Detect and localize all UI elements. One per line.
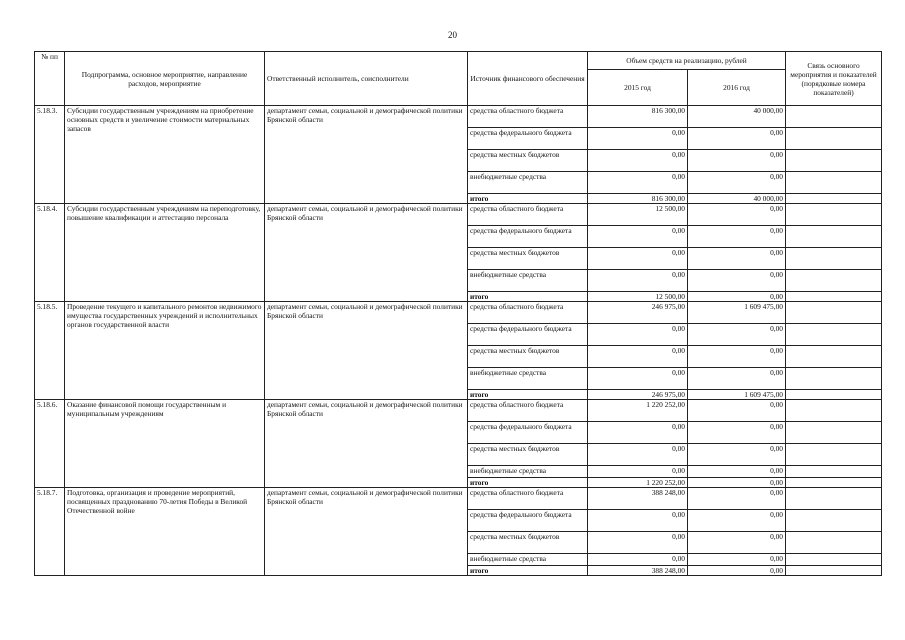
funding-source: средства местных бюджетов <box>468 346 588 368</box>
amount-2016: 40 000,00 <box>688 106 786 128</box>
indicator-link <box>786 302 882 324</box>
item-executor: департамент семьи, социальной и демографической политики Брянской области <box>265 302 468 400</box>
amount-2016: 0,00 <box>688 226 786 248</box>
item-program: Подготовка, организация и проведение мероприятий, посвященных празднованию 70-летия Победы в Великой Отечественной войне <box>65 488 265 576</box>
funding-source: средства областного бюджета <box>468 302 588 324</box>
amount-2016: 0,00 <box>688 510 786 532</box>
indicator-link <box>786 226 882 248</box>
indicator-link <box>786 194 882 204</box>
indicator-link <box>786 422 882 444</box>
item-executor: департамент семьи, социальной и демографической политики Брянской области <box>265 400 468 488</box>
amount-2015: 816 300,00 <box>588 194 688 204</box>
amount-2015: 0,00 <box>588 466 688 478</box>
amount-2016: 0,00 <box>688 204 786 226</box>
funding-source: средства областного бюджета <box>468 488 588 510</box>
funding-source: средства местных бюджетов <box>468 150 588 172</box>
indicator-link <box>786 566 882 576</box>
budget-table <box>34 51 882 576</box>
funding-source: внебюджетные средства <box>468 554 588 566</box>
indicator-link <box>786 368 882 390</box>
funding-source: средства федерального бюджета <box>468 324 588 346</box>
amount-2015: 1 220 252,00 <box>588 478 688 488</box>
item-executor: департамент семьи, социальной и демографической политики Брянской области <box>265 488 468 576</box>
indicator-link <box>786 554 882 566</box>
item-program: Проведение текущего и капитального ремонтов недвижимого имущества государственных учреждений и исполнительных органов государственной власти <box>65 302 265 400</box>
amount-2015: 0,00 <box>588 444 688 466</box>
item-number: 5.18.7. <box>35 488 65 576</box>
amount-2016: 0,00 <box>688 172 786 194</box>
header-link: Связь основного мероприятия и показателей (порядковые номера показателей) <box>786 52 882 106</box>
table-row <box>35 302 882 324</box>
indicator-link <box>786 466 882 478</box>
amount-2015: 0,00 <box>588 346 688 368</box>
indicator-link <box>786 400 882 422</box>
amount-2016: 0,00 <box>688 422 786 444</box>
indicator-link <box>786 478 882 488</box>
amount-2015: 0,00 <box>588 150 688 172</box>
funding-source: итого <box>468 390 588 400</box>
indicator-link <box>786 444 882 466</box>
amount-2016: 0,00 <box>688 324 786 346</box>
table-body <box>35 106 882 576</box>
item-program: Субсидии государственным учреждениям на приобретение основных средств и увеличение стоимости материальных запасов <box>65 106 265 204</box>
funding-source: средства федерального бюджета <box>468 226 588 248</box>
funding-source: итого <box>468 194 588 204</box>
indicator-link <box>786 128 882 150</box>
indicator-link <box>786 390 882 400</box>
header-executor: Ответственный исполнитель, соисполнители <box>265 52 468 106</box>
funding-source: средства областного бюджета <box>468 400 588 422</box>
funding-source: итого <box>468 566 588 576</box>
item-program: Субсидии государственным учреждениям на переподготовку, повышение квалификации и аттестацию персонала <box>65 204 265 302</box>
item-number: 5.18.4. <box>35 204 65 302</box>
amount-2015: 0,00 <box>588 422 688 444</box>
item-program: Оказание финансовой помощи государственным и муниципальным учреждениям <box>65 400 265 488</box>
indicator-link <box>786 488 882 510</box>
item-number: 5.18.5. <box>35 302 65 400</box>
amount-2016: 0,00 <box>688 150 786 172</box>
header-year-2015: 2015 год <box>588 70 688 106</box>
amount-2016: 0,00 <box>688 478 786 488</box>
header-program: Подпрограмма, основное мероприятие, направление расходов, мероприятие <box>65 52 265 106</box>
table-row <box>35 106 882 128</box>
indicator-link <box>786 346 882 368</box>
amount-2015: 0,00 <box>588 368 688 390</box>
indicator-link <box>786 204 882 226</box>
item-executor: департамент семьи, социальной и демографической политики Брянской области <box>265 204 468 302</box>
page-number: 20 <box>448 30 457 40</box>
amount-2016: 0,00 <box>688 128 786 150</box>
amount-2015: 1 220 252,00 <box>588 400 688 422</box>
amount-2015: 12 500,00 <box>588 204 688 226</box>
funding-source: внебюджетные средства <box>468 368 588 390</box>
amount-2016: 0,00 <box>688 270 786 292</box>
table-row <box>35 400 882 422</box>
indicator-link <box>786 150 882 172</box>
amount-2016: 0,00 <box>688 488 786 510</box>
amount-2015: 0,00 <box>588 510 688 532</box>
funding-source: средства местных бюджетов <box>468 444 588 466</box>
amount-2016: 0,00 <box>688 466 786 478</box>
funding-source: средства областного бюджета <box>468 106 588 128</box>
indicator-link <box>786 172 882 194</box>
indicator-link <box>786 270 882 292</box>
item-number: 5.18.6. <box>35 400 65 488</box>
amount-2015: 0,00 <box>588 270 688 292</box>
funding-source: средства местных бюджетов <box>468 532 588 554</box>
amount-2015: 0,00 <box>588 248 688 270</box>
funding-source: средства федерального бюджета <box>468 422 588 444</box>
funding-source: средства федерального бюджета <box>468 510 588 532</box>
header-year-2016: 2016 год <box>688 70 786 106</box>
funding-source: средства местных бюджетов <box>468 248 588 270</box>
table-row <box>35 204 882 226</box>
table-row <box>35 488 882 510</box>
item-number: 5.18.3. <box>35 106 65 204</box>
item-executor: департамент семьи, социальной и демографической политики Брянской области <box>265 106 468 204</box>
indicator-link <box>786 292 882 302</box>
amount-2016: 40 000,00 <box>688 194 786 204</box>
amount-2015: 388 248,00 <box>588 488 688 510</box>
amount-2016: 0,00 <box>688 554 786 566</box>
header-volume: Объем средств на реализацию, рублей <box>588 52 786 70</box>
amount-2016: 0,00 <box>688 248 786 270</box>
amount-2016: 0,00 <box>688 368 786 390</box>
amount-2015: 816 300,00 <box>588 106 688 128</box>
amount-2015: 0,00 <box>588 226 688 248</box>
amount-2015: 0,00 <box>588 172 688 194</box>
amount-2015: 388 248,00 <box>588 566 688 576</box>
amount-2015: 0,00 <box>588 554 688 566</box>
amount-2016: 0,00 <box>688 346 786 368</box>
indicator-link <box>786 510 882 532</box>
indicator-link <box>786 324 882 346</box>
funding-source: средства федерального бюджета <box>468 128 588 150</box>
amount-2015: 0,00 <box>588 324 688 346</box>
amount-2016: 0,00 <box>688 292 786 302</box>
indicator-link <box>786 248 882 270</box>
funding-source: внебюджетные средства <box>468 466 588 478</box>
amount-2015: 12 500,00 <box>588 292 688 302</box>
funding-source: внебюджетные средства <box>468 172 588 194</box>
indicator-link <box>786 532 882 554</box>
header-source: Источник финансового обеспечения <box>468 52 588 106</box>
funding-source: итого <box>468 292 588 302</box>
amount-2016: 0,00 <box>688 400 786 422</box>
amount-2016: 1 609 475,00 <box>688 390 786 400</box>
funding-source: внебюджетные средства <box>468 270 588 292</box>
amount-2015: 0,00 <box>588 532 688 554</box>
indicator-link <box>786 106 882 128</box>
header-num: № пп <box>35 52 65 106</box>
amount-2016: 1 609 475,00 <box>688 302 786 324</box>
amount-2015: 246 975,00 <box>588 390 688 400</box>
funding-source: средства областного бюджета <box>468 204 588 226</box>
amount-2015: 0,00 <box>588 128 688 150</box>
amount-2016: 0,00 <box>688 444 786 466</box>
amount-2016: 0,00 <box>688 566 786 576</box>
funding-source: итого <box>468 478 588 488</box>
amount-2015: 246 975,00 <box>588 302 688 324</box>
amount-2016: 0,00 <box>688 532 786 554</box>
